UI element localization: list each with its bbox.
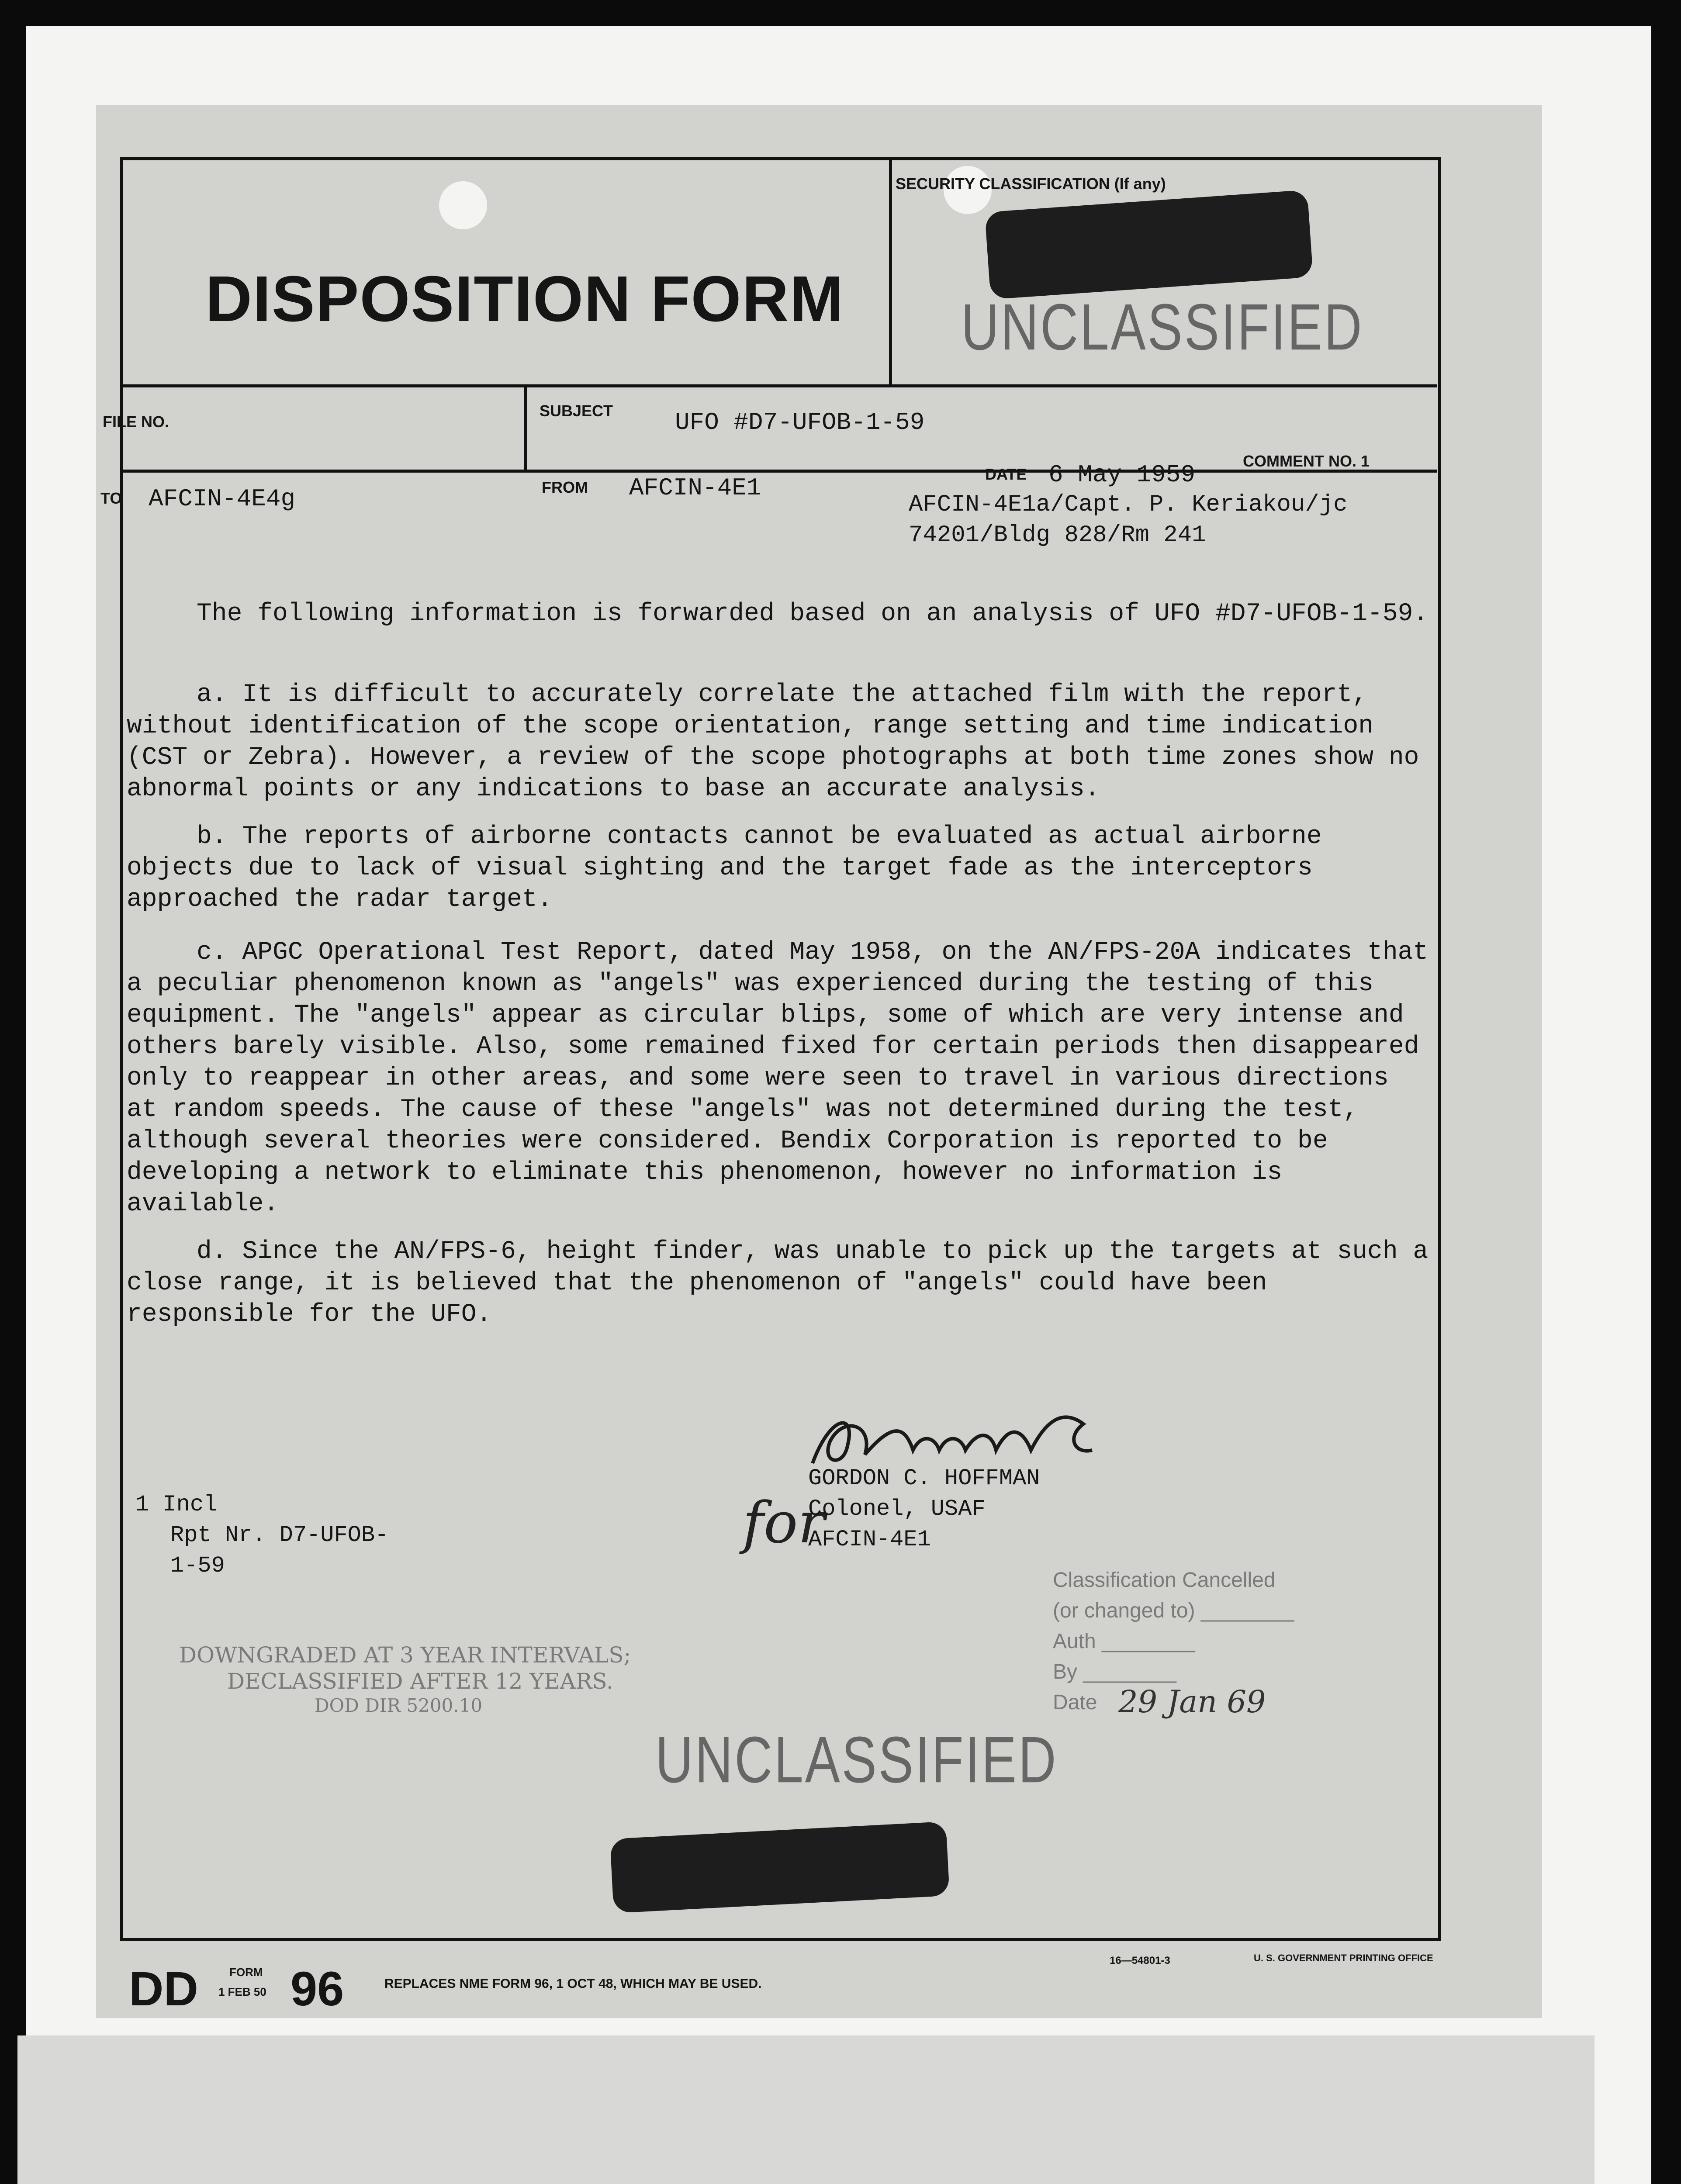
intro-paragraph: The following information is forwarded based on an analysis of UFO #D7-UFOB-1-59. [197,600,1429,628]
inclosure-line-2: Rpt Nr. D7-UFOB- [170,1522,389,1548]
cancel-stamp-1: Classification Cancelled [1053,1569,1276,1592]
paragraph-b [127,821,1433,916]
date-value: 6 May 1959 [1048,461,1196,489]
stamp-unclassified-bottom: UNCLASSIFIED [655,1723,1058,1797]
form-title: DISPOSITION FORM [205,263,844,335]
security-label: SECURITY CLASSIFICATION (If any) [896,175,1166,193]
footer-form-number: 96 [291,1962,344,2016]
downgrade-stamp-1: DOWNGRADED AT 3 YEAR INTERVALS; [179,1642,631,1668]
footer-code: 16—54801-3 [1110,1955,1170,1966]
subject-value: UFO #D7-UFOB-1-59 [675,408,925,436]
cancel-stamp-2: (or changed to) ________ [1053,1599,1294,1622]
paragraph-c-text: APGC Operational Test Report, dated May 1958, on the AN/FPS-20A indicates that a peculiar phenomenon known as "angels" was experienced during the testing of this equipment. The "angels" appear as circular blips, some of which are very intense and others barely visible. Also, some remained fixed for certain periods then disappeared only to reappear in other areas, and some were seen to travel in various directions at random speeds. The cause of these "angels" was not determined during the test, although several theories were considered. Bendix Corporation is reported to be developing a network to eliminate this phenomenon, however no information is available. [127,938,1429,1218]
cancel-stamp-3: Auth ________ [1053,1630,1195,1653]
downgrade-stamp-3: DOD DIR 5200.10 [315,1695,483,1716]
paragraph-a-text: It is difficult to accurately correlate the attached film with the report, without identification of the scope orientation, range setting and time indication (CST or Zebra). However, a review of the scope photographs at both time zones show no abnormal points or any indications to base an accurate analysis. [127,681,1419,803]
footer-replaces: REPLACES NME FORM 96, 1 OCT 48, WHICH MAY BE USED. [384,1977,762,1991]
divider-subject [524,384,527,470]
footer-form-label: FORM [229,1966,263,1979]
paragraph-d [127,1236,1433,1330]
comment-number: COMMENT NO. 1 [1243,452,1370,470]
paragraph-b-label: b. [197,822,227,851]
divider-header [120,384,1437,387]
footer-gpo: U. S. GOVERNMENT PRINTING OFFICE [1254,1952,1433,1963]
cancel-date-handwritten: 29 Jan 69 [1118,1684,1266,1720]
divider-to [120,470,1437,473]
paragraph-d-text: Since the AN/FPS-6, height finder, was unable to pick up the targets at such a close range, it is believed that the phenomenon of "angels" could have been responsible for the UFO. [127,1237,1429,1329]
inclosure-line-3: 1-59 [170,1553,225,1579]
footer-dd: DD [129,1962,198,2016]
signer-name: GORDON C. HOFFMAN [808,1465,1040,1491]
date-label: DATE [985,465,1027,483]
file-no-label: FILE NO. [103,413,169,431]
backing-card [17,2035,1595,2184]
signer-rank: Colonel, USAF [808,1496,986,1522]
to-value: AFCIN-4E4g [149,485,296,513]
for-mark: for [743,1489,825,1556]
inclosure-line-1: 1 Incl [135,1492,218,1517]
downgrade-stamp-2: DECLASSIFIED AFTER 12 YEARS. [227,1669,613,1694]
from-label: FROM [542,478,588,496]
originator-line-1: AFCIN-4E1a/Capt. P. Keriakou/jc [909,491,1348,518]
paragraph-d-label: d. [197,1237,227,1266]
punch-hole-left [439,181,487,229]
to-label: TO [100,489,122,507]
paragraph-b-text: The reports of airborne contacts cannot be evaluated as actual airborne objects due to lack of visual sighting and the target fade as the interceptors approached the radar target. [127,822,1322,914]
divider-security [889,157,892,384]
paragraph-a-label: a. [197,681,227,709]
stamp-unclassified-top: UNCLASSIFIED [961,290,1364,364]
paragraph-c [127,937,1433,1220]
signer-office: AFCIN-4E1 [808,1527,931,1552]
paragraph-c-label: c. [197,938,227,967]
cancel-stamp-4: By ________ [1053,1660,1176,1683]
subject-label: SUBJECT [540,402,613,420]
originator-line-2: 74201/Bldg 828/Rm 241 [909,522,1206,549]
cancel-stamp-5: Date [1053,1691,1097,1714]
from-value: AFCIN-4E1 [629,474,761,502]
footer-form-date: 1 FEB 50 [218,1985,266,1998]
paragraph-a [127,679,1433,805]
